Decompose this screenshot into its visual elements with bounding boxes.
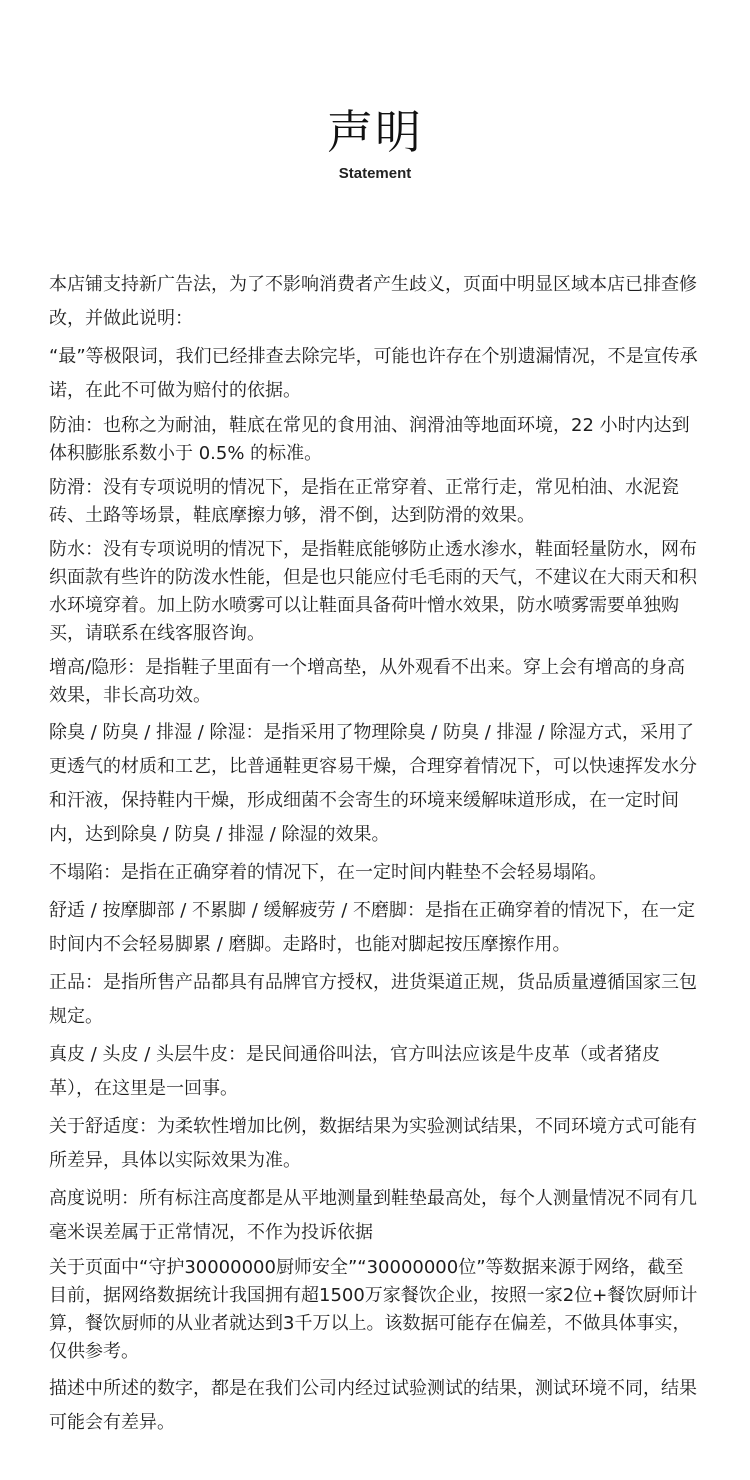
leather-paragraph: 真皮 / 头皮 / 头层牛皮：是民间通俗叫法，官方叫法应该是牛皮革（或者猪皮革），在这里是一回事。 [49, 1044, 661, 1099]
superlative-words-paragraph: “最”等极限词，我们已经排查去除完毕，可能也许存在个别遗漏情况，不是宣传承诺，在此不可做为赔付的依据。 [49, 346, 698, 401]
intro-paragraph: 本店铺支持新广告法，为了不影响消费者产生歧义，页面中明显区域本店已排查修改，并做此说明： [49, 274, 697, 329]
anti-slip-paragraph: 防滑：没有专项说明的情况下，是指在正常穿着、正常行走，常见柏油、水泥瓷砖、土路等场景，鞋底摩擦力够，滑不倒，达到防滑的效果。 [49, 477, 679, 526]
oil-resistant-paragraph: 防油：也称之为耐油，鞋底在常见的食用油、润滑油等地面环境，22 小时内达到体积膨胀系数小于 0.5% 的标准。 [49, 415, 690, 464]
numbers-note-paragraph: 描述中所述的数字，都是在我们公司内经过试验测试的结果，测试环境不同，结果可能会有差异。 [49, 1378, 697, 1433]
statement-body [49, 268, 701, 1444]
page-subtitle: Statement [338, 165, 412, 182]
comfort-paragraph: 舒适 / 按摩脚部 / 不累脚 / 缓解疲劳 / 不磨脚：是指在正确穿着的情况下，在一定时间内不会轻易脚累 / 磨脚。走路时，也能对脚起按压摩擦作用。 [49, 900, 696, 955]
no-collapse-paragraph: 不塌陷：是指在正确穿着的情况下，在一定时间内鞋垫不会轻易塌陷。 [49, 862, 607, 883]
waterproof-paragraph: 防水：没有专项说明的情况下，是指鞋底能够防止透水渗水，鞋面轻量防水，网布织面款有些许的防泼水性能，但是也只能应付毛毛雨的天气，不建议在大雨天和积水环境穿着。加上防水喷雾可以让鞋面具备荷叶憎水效果，防水喷雾需要单独购买，请联系在线客服咨询。 [49, 539, 697, 644]
data-source-paragraph: 关于页面中“守护30000000厨师安全”“30000000位”等数据来源于网络，截至目前，据网络数据统计我国拥有超1500万家餐饮企业，按照一家2位+餐饮厨师计算，餐饮厨师的从业者就达到3千万以上。该数据可能存在偏差，不做具体事实，仅供参考。 [49, 1257, 698, 1362]
height-note-paragraph: 高度说明：所有标注高度都是从平地测量到鞋垫最高处，每个人测量情况不同有几毫米误差属于正常情况，不作为投诉依据 [49, 1188, 697, 1243]
statement-header [0, 104, 750, 184]
page-title: 声明 [327, 105, 423, 159]
height-increase-paragraph: 增高/隐形：是指鞋子里面有一个增高垫，从外观看不出来。穿上会有增高的身高效果，非长高功效。 [49, 657, 686, 706]
genuine-paragraph: 正品：是指所售产品都具有品牌官方授权，进货渠道正规，货品质量遵循国家三包规定。 [49, 972, 697, 1027]
comfort-level-paragraph: 关于舒适度：为柔软性增加比例，数据结果为实验测试结果，不同环境方式可能有所差异，具体以实际效果为准。 [49, 1116, 697, 1171]
deodorize-paragraph: 除臭 / 防臭 / 排湿 / 除湿：是指采用了物理除臭 / 防臭 / 排湿 / 除湿方式，采用了更透气的材质和工艺，比普通鞋更容易干燥，合理穿着情况下，可以快速挥发水分和汗液，保持鞋内干燥，形成细菌不会寄生的环境来缓解味道形成，在一定时间内，达到除臭 / 防臭 / 排湿 / 除湿的效果。 [49, 722, 697, 845]
